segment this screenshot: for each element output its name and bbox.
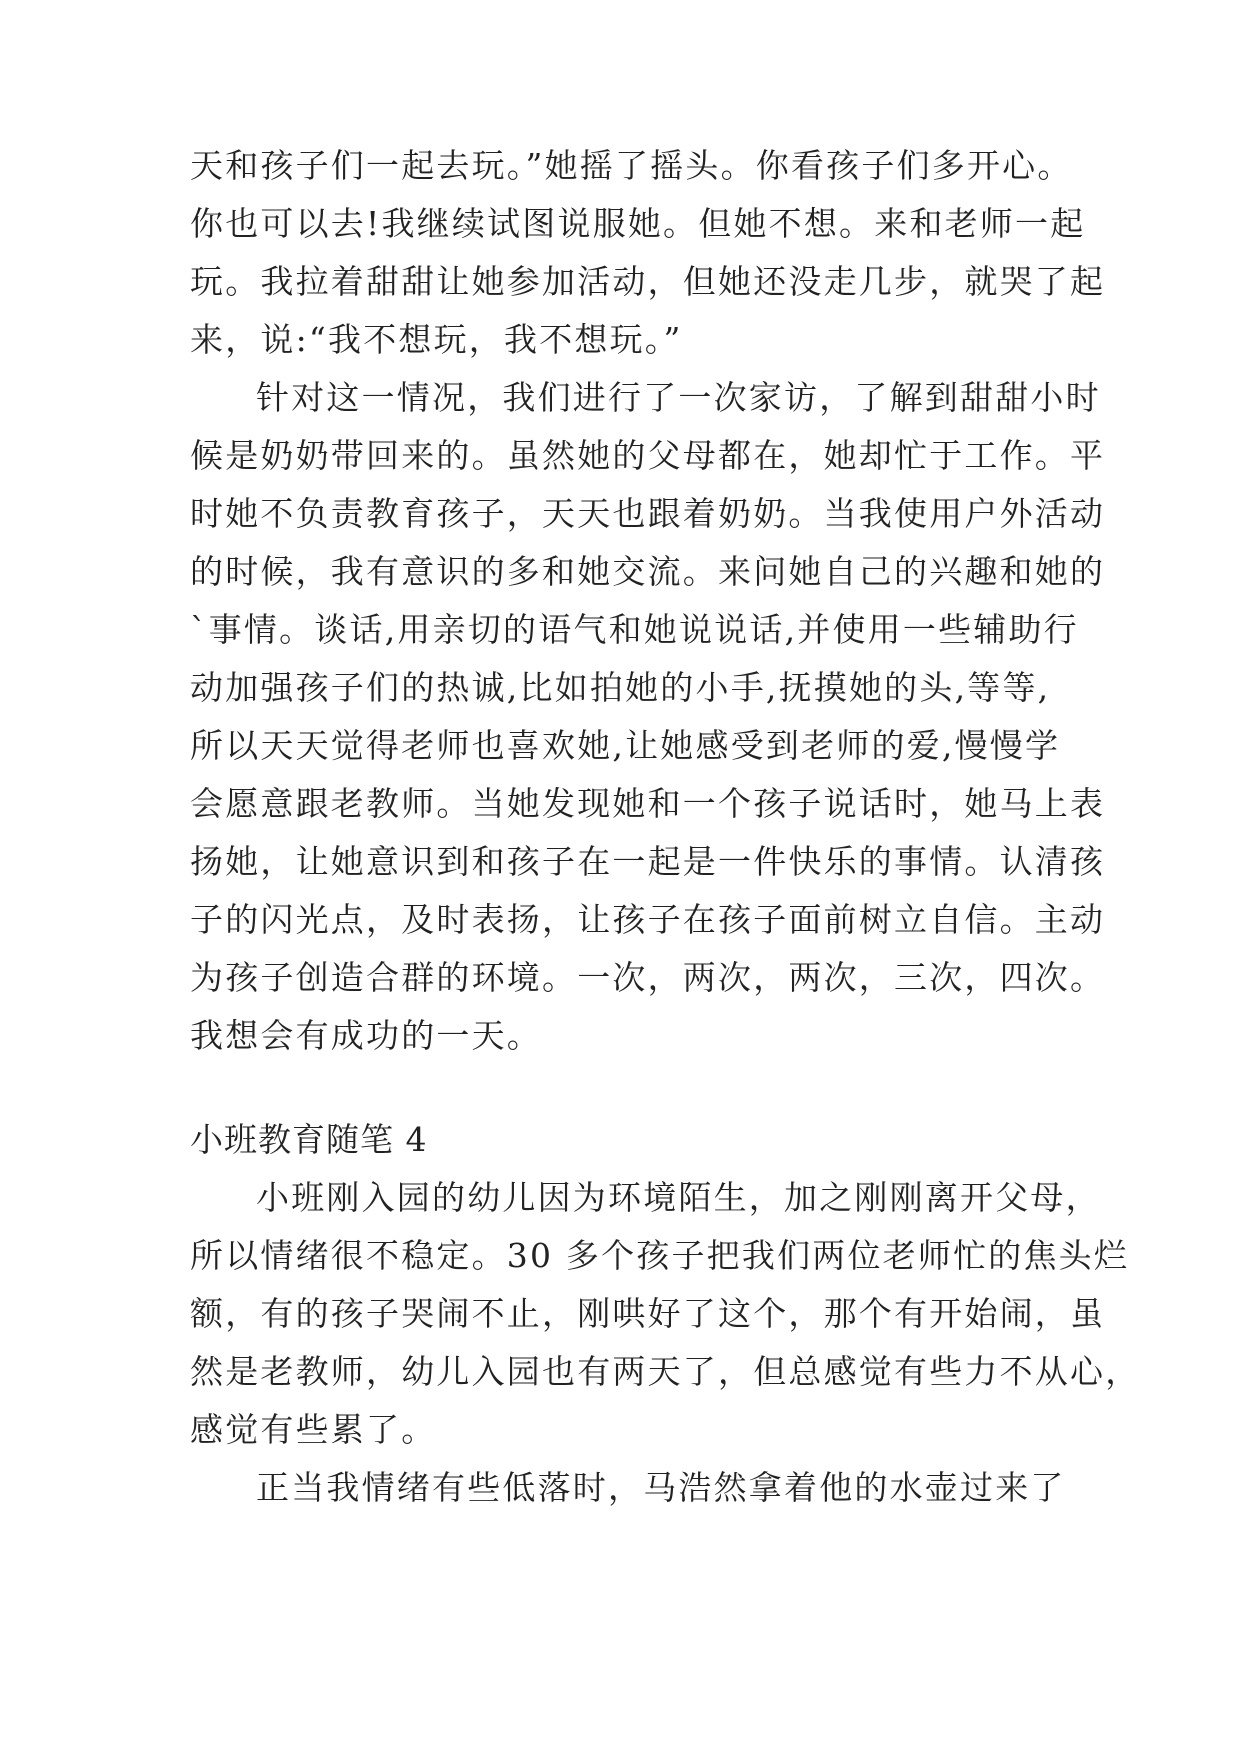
text-line: 然是老教师，幼儿入园也有两天了，但总感觉有些力不从心， — [190, 1352, 1141, 1391]
text-line: 所以天天觉得老师也喜欢她,让她感受到老师的爱,慢慢学 — [190, 726, 1061, 765]
text-line: 感觉有些累了。 — [190, 1410, 437, 1449]
text-line: 你也可以去!我继续试图说服她。但她不想。来和老师一起 — [190, 204, 1086, 243]
text-line: 的时候，我有意识的多和她交流。来问她自己的兴趣和她的 — [190, 552, 1106, 591]
text-line: 天和孩子们一起去玩。”她摇了摇头。你看孩子们多开心。 — [190, 146, 1073, 185]
paragraph-start-line: 针对这一情况，我们进行了一次家访，了解到甜甜小时 — [256, 378, 1101, 417]
text-line: 来，说:“我不想玩，我不想玩。” — [190, 320, 683, 359]
text-line: 时她不负责教育孩子，天天也跟着奶奶。当我使用户外活动 — [190, 494, 1106, 533]
paragraph-start-line: 小班刚入园的幼儿因为环境陌生，加之刚刚离开父母， — [256, 1178, 1101, 1217]
text-line: 动加强孩子们的热诚,比如拍她的小手,抚摸她的头,等等, — [190, 668, 1051, 707]
text-line: 扬她，让她意识到和孩子在一起是一件快乐的事情。认清孩 — [190, 842, 1106, 881]
text-line: 子的闪光点，及时表扬，让孩子在孩子面前树立自信。主动 — [190, 900, 1106, 939]
text-line: 玩。我拉着甜甜让她参加活动，但她还没走几步，就哭了起 — [190, 262, 1106, 301]
text-line: 候是奶奶带回来的。虽然她的父母都在，她却忙于工作。平 — [190, 436, 1106, 475]
paragraph-start-line: 正当我情绪有些低落时，马浩然拿着他的水壶过来了 — [256, 1468, 1066, 1507]
text-line: `事情。谈话,用亲切的语气和她说说话,并使用一些辅助行 — [190, 610, 1079, 649]
section-heading: 小班教育随笔 4 — [190, 1120, 428, 1159]
text-line: 额，有的孩子哭闹不止，刚哄好了这个，那个有开始闹，虽 — [190, 1294, 1106, 1333]
text-line: 我想会有成功的一天。 — [190, 1016, 542, 1055]
text-line: 所以情绪很不稳定。30 多个孩子把我们两位老师忙的焦头烂 — [190, 1236, 1130, 1275]
text-line: 为孩子创造合群的环境。一次，两次，两次，三次，四次。 — [190, 958, 1106, 997]
text-line: 会愿意跟老教师。当她发现她和一个孩子说话时，她马上表 — [190, 784, 1106, 823]
